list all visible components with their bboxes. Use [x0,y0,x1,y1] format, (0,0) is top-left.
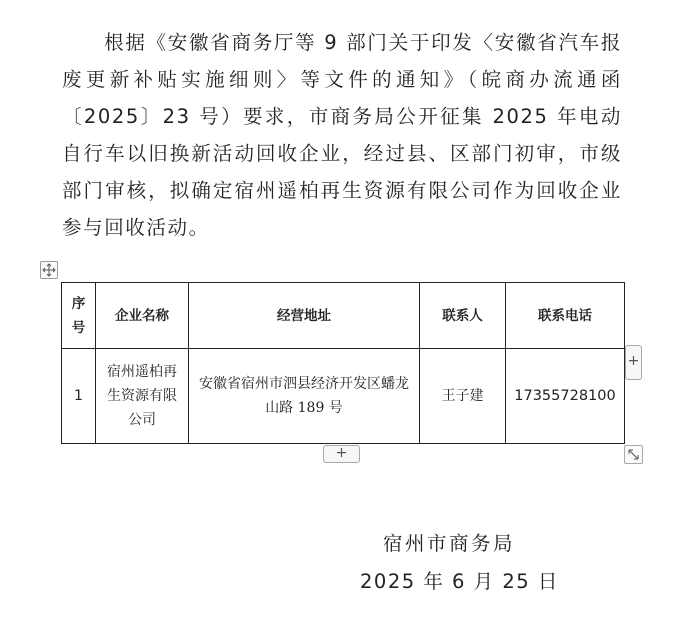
cell-company: 宿州遥柏再生资源有限公司 [96,349,189,444]
add-row-button[interactable]: + [323,445,360,463]
cell-phone: 17355728100 [506,349,625,444]
header-address: 经营地址 [189,283,420,349]
move-icon [42,263,56,277]
header-phone: 联系电话 [506,283,625,349]
table-header-row [62,283,625,349]
header-company: 企业名称 [96,283,189,349]
add-column-button[interactable]: + [625,345,642,380]
cell-index: 1 [62,349,96,444]
body-paragraph-text: 根据《安徽省商务厅等 9 部门关于印发〈安徽省汽车报废更新补贴实施细则〉等文件的通知》（皖商办流通函〔2025〕23 号）要求，市商务局公开征集 2025 年电动自行车以旧换新活动回收企业，经过县、区部门初审，市级部门审核，拟确定宿州遥柏再生资源有限公司作为回收企业参与回收活动。 [62,31,622,239]
table-move-handle[interactable] [40,261,58,279]
body-paragraph [62,24,622,246]
header-index: 序号 [62,283,96,349]
header-contact: 联系人 [420,283,506,349]
signature-organization: 宿州市商务局 [383,532,516,555]
resize-diagonal-icon [627,448,640,461]
cell-address: 安徽省宿州市泗县经济开发区蟠龙山路 189 号 [189,349,420,444]
table-row [62,349,625,444]
recycler-table [61,282,625,444]
signature-date: 2025 年 6 月 25 日 [360,570,559,593]
cell-contact: 王子建 [420,349,506,444]
table-resize-handle[interactable] [624,445,643,464]
